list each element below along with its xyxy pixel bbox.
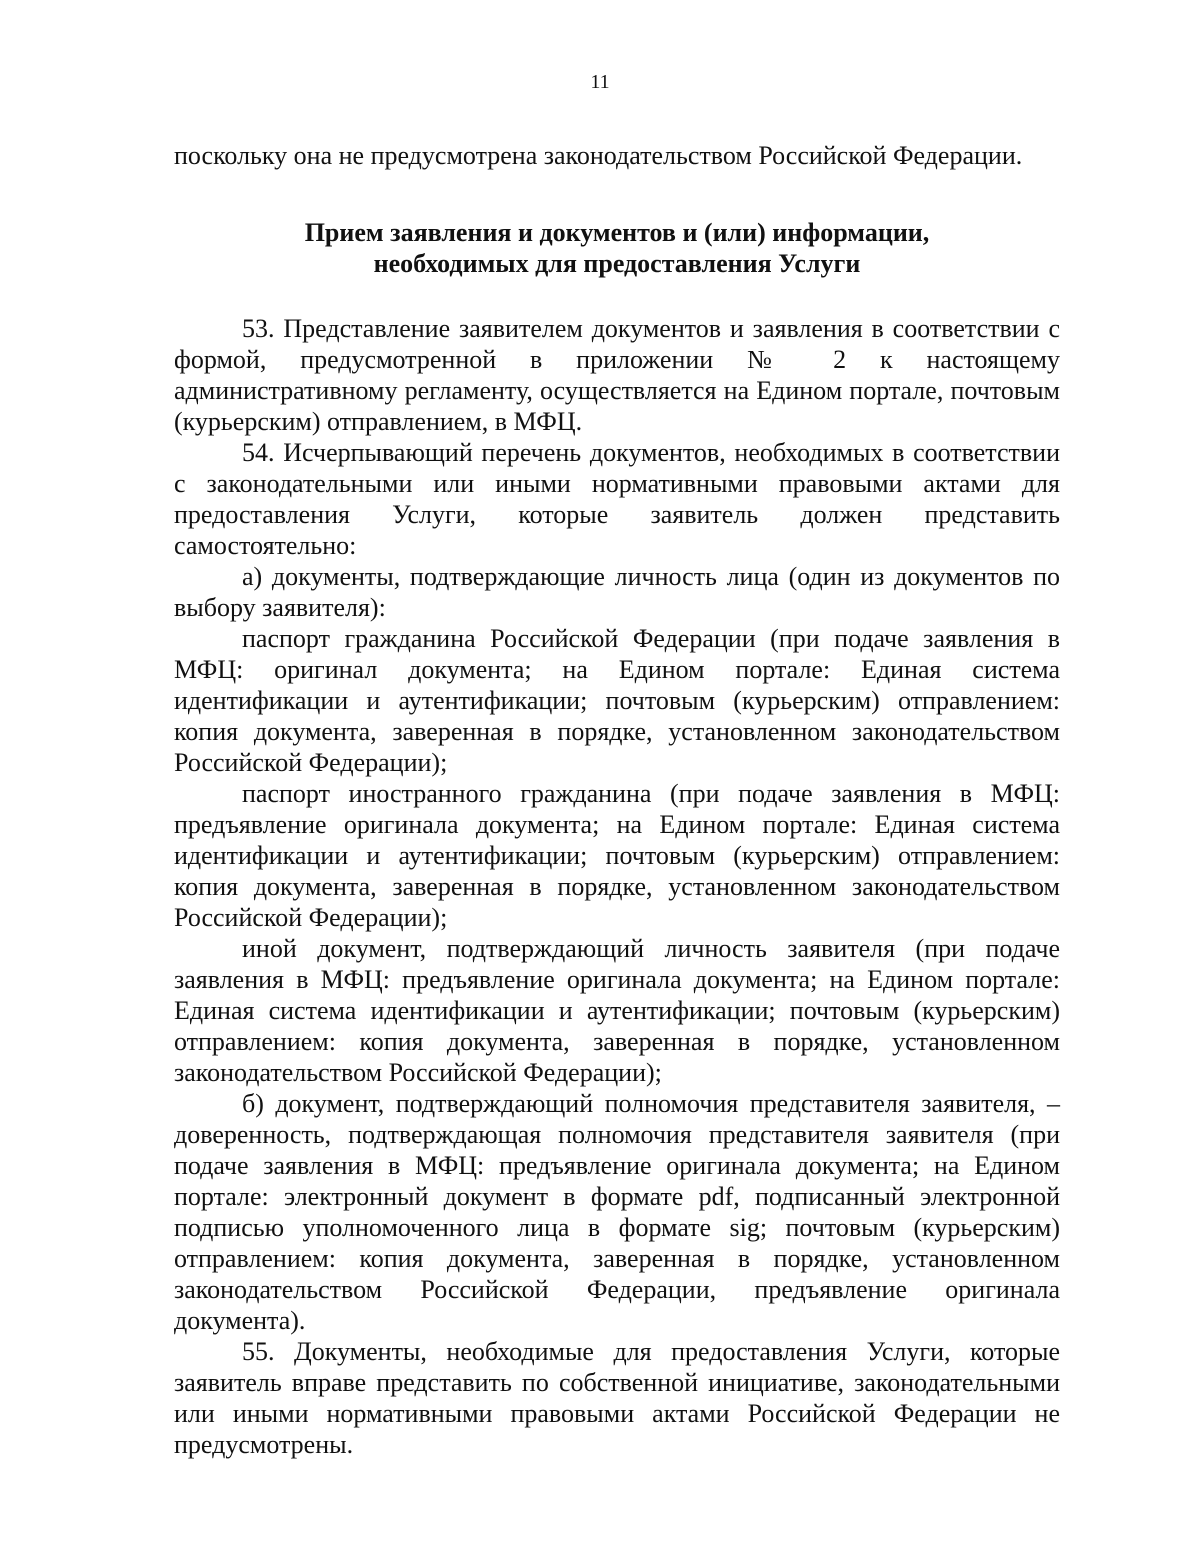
- paragraph-54: 54. Исчерпывающий перечень документов, необходимых в соответствии с законодательными или иными нормативными правовыми актами для предоставления Услуги, которые заявитель должен представить самостоятельно:: [174, 438, 1060, 560]
- section-heading-line-2: необходимых для предоставления Услуги: [373, 249, 861, 278]
- section-heading-line-1: Прием заявления и документов и (или) информации,: [304, 218, 930, 247]
- page-number: 11: [590, 71, 610, 93]
- paragraph-54-a-passport-foreign: паспорт иностранного гражданина (при подаче заявления в МФЦ: предъявление оригинала документа; на Едином портале: Единая система идентификации и аутентификации; почтовым (курьерским) отправлением: копия документа, заверенная в порядке, установленном законодательством Российской Федерации);: [174, 779, 1060, 932]
- paragraph-53: 53. Представление заявителем документов и заявления в соответствии с формой, предусмотренной в приложении № 2 к настоящему административному регламенту, осуществляется на Едином портале, почтовым (курьерским) отправлением, в МФЦ.: [174, 314, 1060, 436]
- paragraph-54-a-other-document: иной документ, подтверждающий личность заявителя (при подаче заявления в МФЦ: предъявление оригинала документа; на Едином портале: Единая система идентификации и аутентификации; почтовым (курьерским) отправлением: копия документа, заверенная в порядке, установленном законодательством Российской Федерации);: [174, 934, 1060, 1087]
- continuation-paragraph: поскольку она не предусмотрена законодательством Российской Федерации.: [174, 141, 1023, 170]
- document-body: [174, 140, 1060, 1460]
- paragraph-54-a: а) документы, подтверждающие личность лица (один из документов по выбору заявителя):: [174, 562, 1060, 622]
- paragraph-54-b: б) документ, подтверждающий полномочия представителя заявителя, – доверенность, подтверждающая полномочия представителя заявителя (при подаче заявления в МФЦ: предъявление оригинала документа; на Едином портале: электронный документ в формате pdf, подписанный электронной подписью уполномоченного лица в формате sig; почтовым (курьерским) отправлением: копия документа, заверенная в порядке, установленном законодательством Российской Федерации, предъявление оригинала документа).: [174, 1089, 1060, 1335]
- paragraph-54-a-passport-rf: паспорт гражданина Российской Федерации (при подаче заявления в МФЦ: оригинал документа; на Едином портале: Единая система идентификации и аутентификации; почтовым (курьерским) отправлением: копия документа, заверенная в порядке, установленном законодательством Российской Федерации);: [174, 624, 1060, 777]
- paragraph-55: 55. Документы, необходимые для предоставления Услуги, которые заявитель вправе представить по собственной инициативе, законодательными или иными нормативными правовыми актами Российской Федерации не предусмотрены.: [174, 1337, 1060, 1459]
- section-heading: [174, 217, 1060, 279]
